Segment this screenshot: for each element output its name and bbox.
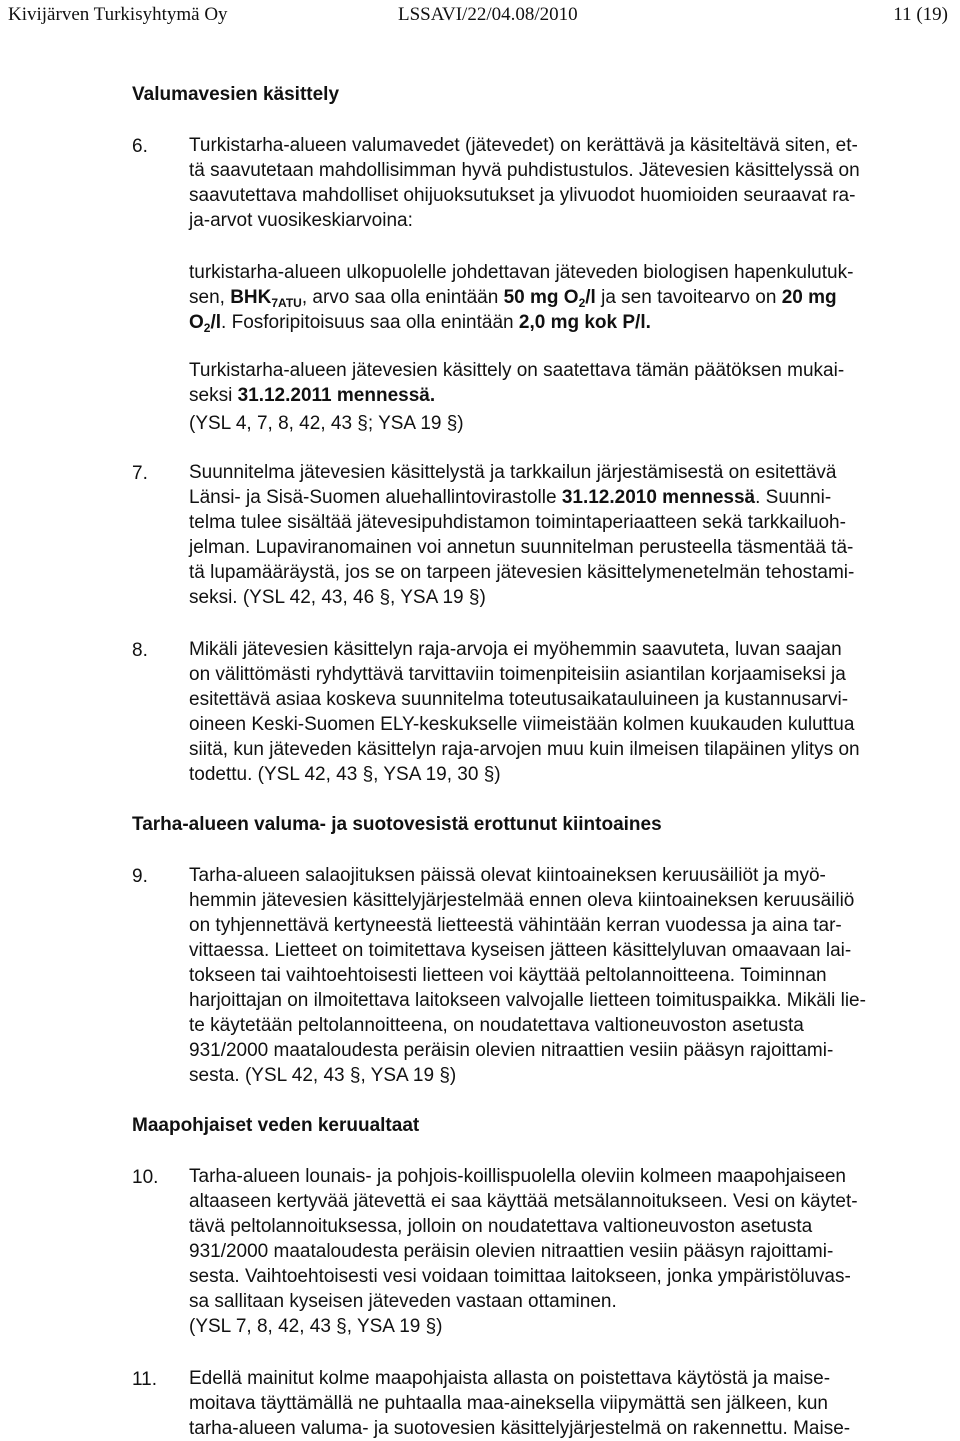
limit-unit-1: /l — [585, 287, 596, 308]
deadline-date: 31.12.2011 mennessä. — [237, 385, 436, 406]
section-title-kiintoaines: Tarha-alueen valuma- ja suotovesistä erottunut kiintoaines — [132, 814, 662, 835]
page-header — [8, 4, 948, 32]
item-9-number: 9. — [132, 866, 148, 887]
item-10-text: Tarha-alueen lounais- ja pohjois-koillispuolella oleviin kolmeen maapohjaiseen altaaseen kertyvää jätevettä ei saa käyttää metsälannoitukseen. Vesi on käytet- tävä peltolannoituksessa, jolloin on noudatettava valtioneuvoston asetusta 931/2000 maataloudesta peräisin olevien nitraattien vesiin pääsyn rajoittami- sesta. Vaihtoehtoisesti vesi voidaan toimittaa laitokseen, jonka ympäristöluvas- sa sallitaan kyseisen jäteveden vastaan ottaminen. (YSL 7, 8, 42, 43 §, YSA 19 §) — [189, 1166, 858, 1337]
limit-value-1 — [504, 287, 596, 308]
bhk-text: BHK — [230, 287, 272, 308]
item-9-text: Tarha-alueen salaojituksen päissä olevat kiintoaineksen keruusäiliöt ja myö- hemmin jätevesien käsittelyjärjestelmää ennen oleva kiintoaineksen keruusäiliö on tyhjennettävä kertyneestä lietteestä vähintään kerran vuodessa ja aina tar- vittaessa. Lietteet on toimitettava kyseisen jätteen käsittelyluvan omaavaan lai- tokseen tai vaihtoehtoisesti lietteen voi käyttää peltolannoitteena. Toiminnan harjoittajan on ilmoitettava laitokseen valvojalle lietteen toimituspaikka. Mikäli lie- te käytetään peltolannoitteena, on noudatettava valtioneuvoston asetusta 931/2000 maataloudesta peräisin olevien nitraattien vesiin pääsyn rajoittami- sesta. (YSL 42, 43 §, YSA 19 §) — [189, 865, 866, 1086]
item-8-text: Mikäli jätevesien käsittelyn raja-arvoja ei myöhemmin saavuteta, luvan saajan on välittömästi ryhdyttävä tarvittaviin toimenpiteisiin asiantilan korjaamiseksi ja esitettävä asiaa koskeva suunnitelma toteutusaikatauluineen ja kustannusarvi- oineen Keski-Suomen ELY-keskukselle viimeistään kolmen kuukauden kuluttua siitä, kun jäteveden käsittelyn raja-arvojen muu kuin ilmeisen tilapäinen ylitys on todettu. (YSL 42, 43 §, YSA 19, 30 §) — [189, 639, 860, 785]
item-8-number: 8. — [132, 640, 148, 661]
item-6-deadline — [189, 358, 959, 408]
item-6-number: 6. — [132, 136, 148, 157]
limits-intro: turkistarha-alueen ulkopuolelle johdettavan jäteveden biologisen hapenkulutuk- sen, — [189, 262, 854, 308]
item-6-reference: (YSL 4, 7, 8, 42, 43 §; YSA 19 §) — [189, 413, 464, 434]
header-company: Kivijärven Turkisyhtymä Oy — [8, 4, 228, 25]
header-page-number: 11 (19) — [893, 4, 948, 25]
item-11-number: 11. — [132, 1369, 158, 1390]
limit-value-3: 2,0 mg kok P/l. — [518, 312, 651, 333]
limit-unit-2: /l — [210, 312, 222, 333]
header-docref: LSSAVI/22/04.08/2010 — [398, 4, 578, 25]
item-7-text-part1: Suunnitelma jätevesien käsittelystä ja tarkkailun järjestämisestä on esitettävä Länsi- ja Sisä-Suomen aluehallintovirastolle — [189, 462, 837, 508]
item-7-number: 7. — [132, 463, 148, 484]
item-11-text: Edellä mainitut kolme maapohjaista allasta on poistettava käytöstä ja maise- moitava täyttämällä ne puhtaalla maa-aineksella viipymättä sen jälkeen, kun tarha-alueen valuma- ja suotovesien käsittelyjärjestelmä on rakennettu. Maise- — [189, 1368, 851, 1439]
item-10-number: 10. — [132, 1167, 159, 1188]
section-title-valumavesien: Valumavesien käsittely — [132, 84, 340, 105]
limit-value-2-text: 20 mg O — [189, 287, 837, 333]
limits-mid3: . Fosforipitoisuus saa olla enintään — [221, 312, 519, 333]
o2-subscript-1: 2 — [578, 296, 586, 310]
bhk-label — [230, 287, 302, 308]
item-6-limits — [189, 260, 959, 335]
item-7-text — [189, 460, 959, 610]
limits-mid1: , arvo saa olla enintään — [301, 287, 504, 308]
bhk-subscript: 7ATU — [271, 296, 302, 310]
limit-value-1-text: 50 mg O — [503, 287, 579, 308]
section-title-keruualtaat: Maapohjaiset veden keruualtaat — [132, 1115, 420, 1136]
deadline-text: Turkistarha-alueen jätevesien käsittely on saatettava tämän päätöksen mukai- seksi — [189, 360, 845, 406]
item-7-date: 31.12.2010 mennessä — [561, 487, 756, 508]
o2-subscript-2: 2 — [203, 321, 211, 335]
item-6-text: Turkistarha-alueen valumavedet (jätevedet) on kerättävä ja käsiteltävä siten, et- tä saavutetaan mahdollisimman hyvä puhdistustulos. Jätevesien käsittelyssä on saavutettava mahdolliset ohijuoksutukset ja ylivuodot huomioiden seuraavat ra- ja-arvot vuosikeskiarvoina: — [189, 135, 860, 231]
limits-mid2: ja sen tavoitearvo on — [595, 287, 782, 308]
item-7-text-part2: . Suunni- telma tulee sisältää jätevesipuhdistamon toimintaperiaatteen sekä tarkkailuoh- jelman. Lupaviranomainen voi annetun suunnitelman perusteella täsmentää tä- tä lupamääräystä, jos se on tarpeen jätevesien käsittelymenetelmän tehostami- seksi. (YSL 42, 43, 46 §, YSA 19 §) — [189, 487, 855, 608]
